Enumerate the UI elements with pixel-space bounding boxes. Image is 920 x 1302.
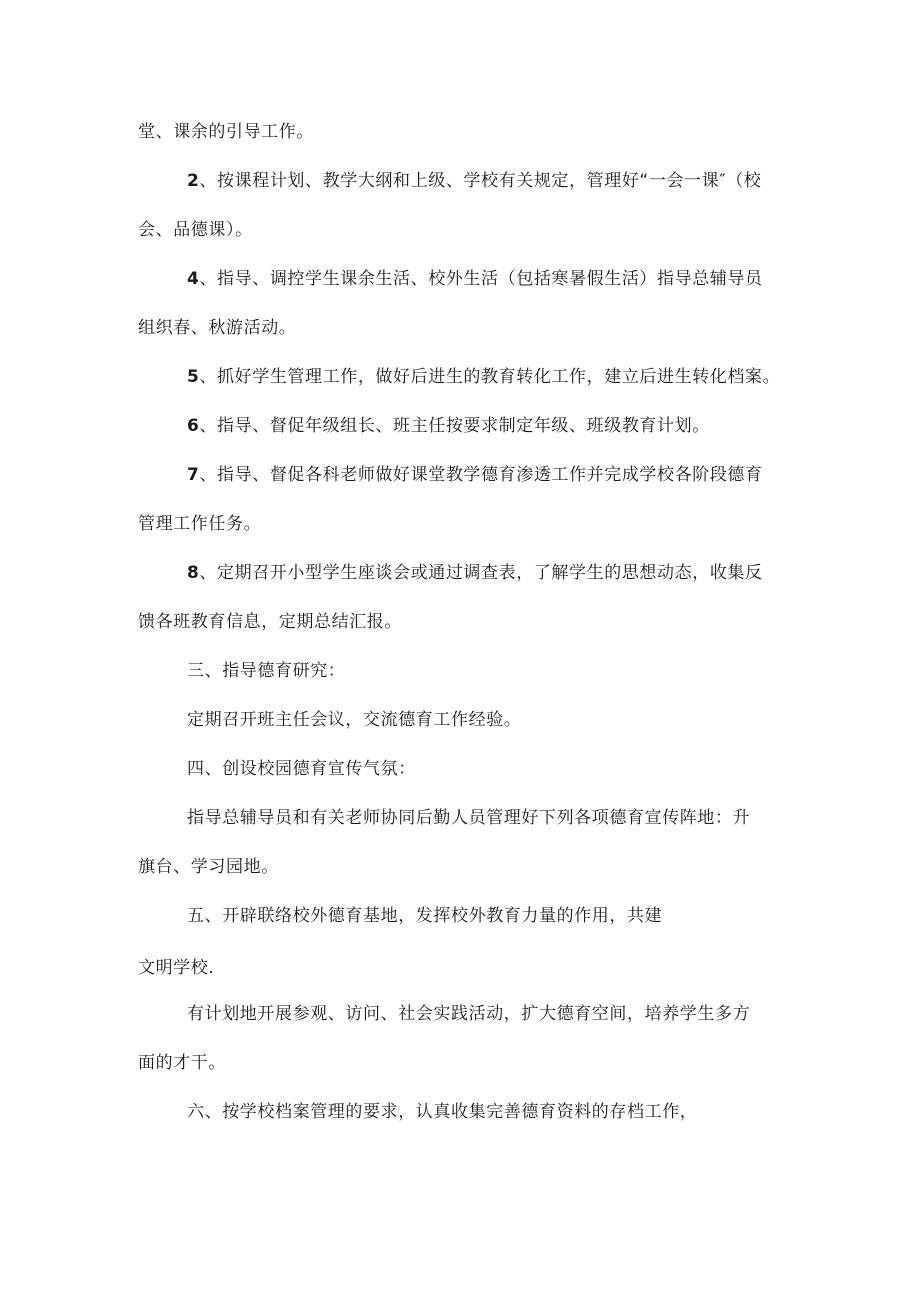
list-item-8: 8、定期召开小型学生座谈会或通过调查表，了解学生的思想动态，收集反 [187,563,763,583]
item-number: 8 [187,563,200,583]
text-line: 文明学校. [138,958,215,978]
text-line: 有计划地开展参观、访问、社会实践活动，扩大德育空间，培养学生多方 [187,1004,751,1024]
item-number: 6 [187,416,200,436]
text-line: 旗台、学习园地。 [138,857,279,877]
list-item-5: 5、抓好学生管理工作，做好后进生的教育转化工作，建立后进生转化档案。 [187,367,781,387]
list-item-7: 7、指导、督促各科老师做好课堂教学德育渗透工作并完成学校各阶段德育 [187,465,763,485]
text-line: 管理工作任务。 [138,514,262,534]
section-heading-6: 六、按学校档案管理的要求，认真收集完善德育资料的存档工作， [187,1102,698,1122]
item-number: 5 [187,367,200,387]
list-item-2: 2、按课程计划、教学大纲和上级、学校有关规定，管理好“一会一课″（校 [187,171,762,191]
item-number: 2 [187,171,200,191]
text-line: 组织春、秋游活动。 [138,318,297,338]
text-line: 堂、课余的引导工作。 [138,122,314,142]
list-item-4: 4、指导、调控学生课余生活、校外生活（包括寒暑假生活）指导总辅导员 [187,269,763,289]
text-line: 定期召开班主任会议，交流德育工作经验。 [187,710,522,730]
section-heading-3: 三、指导德育研究： [187,661,346,681]
item-number: 7 [187,465,200,485]
text-line: 面的才干。 [138,1053,226,1073]
section-heading-5: 五、开辟联络校外德育基地，发挥校外教育力量的作用，共建 [187,906,663,926]
text-line: 指导总辅导员和有关老师协同后勤人员管理好下列各项德育宣传阵地：升 [187,808,751,828]
text-line: 馈各班教育信息，定期总结汇报。 [138,612,402,632]
text-line: 会、品德课）。 [138,220,253,240]
section-heading-4: 四、创设校园德育宣传气氛： [187,759,416,779]
item-number: 4 [187,269,200,289]
list-item-6: 6、指导、督促年级组长、班主任按要求制定年级、班级教育计划。 [187,416,710,436]
